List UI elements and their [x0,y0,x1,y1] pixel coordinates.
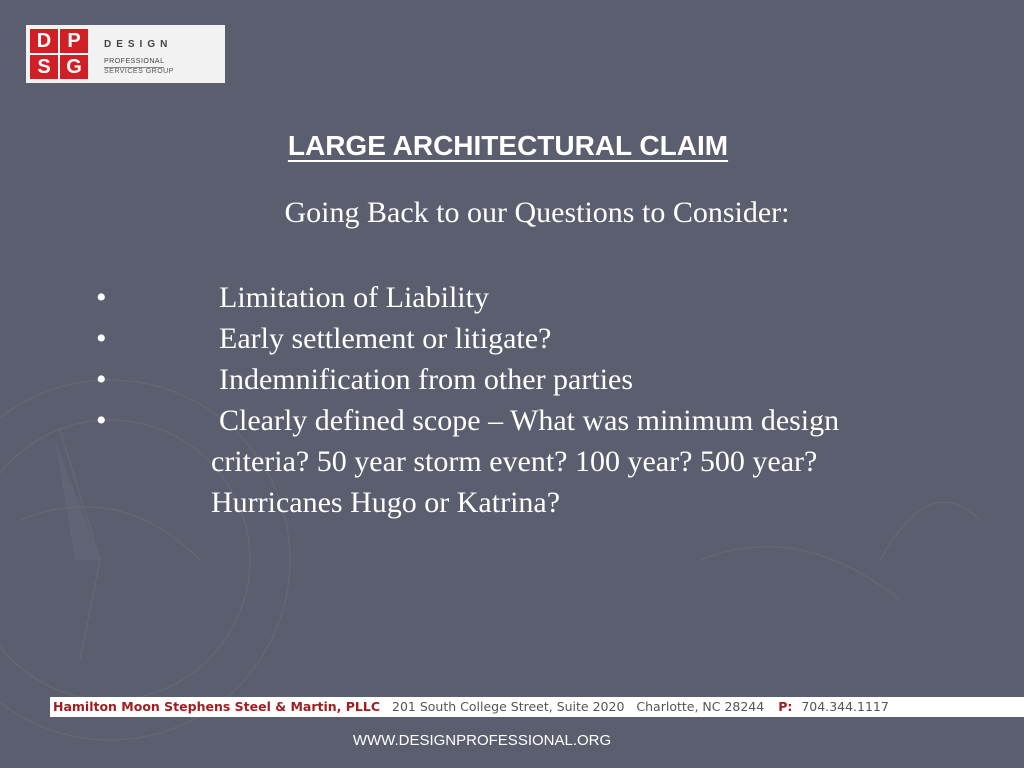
bullet-list [0,279,1024,525]
slide-subtitle: Going Back to our Questions to Consider: [284,196,790,229]
list-item [0,320,1024,361]
logo-letter: P [60,29,88,53]
logo-mark [30,29,88,79]
footer-phone-label: P: [778,699,793,714]
bullet-text: Limitation of Liability [219,281,489,314]
list-item [0,402,1024,525]
list-item [0,279,1024,320]
logo-letter: S [30,55,58,79]
footer-website: WWW.DESIGNPROFESSIONAL.ORG [352,732,612,749]
slide-title: LARGE ARCHITECTURAL CLAIM [287,130,729,161]
logo-letter: G [60,55,88,79]
footer-firm-name: Hamilton Moon Stephens Steel & Martin, PLLC [53,699,381,714]
logo-wordmark [104,39,174,75]
bullet-text: Clearly defined scope – What was minimum design criteria? 50 year storm event? 100 year? 500 year? Hurricanes Hugo or Katrina? [211,404,840,519]
logo-line-design: DESIGN [104,39,173,50]
bullet-marker: • [96,322,107,355]
bullet-text: Early settlement or litigate? [219,322,552,355]
bullet-marker: • [96,404,107,437]
footer-phone: 704.344.1117 [801,699,889,714]
bullet-marker: • [96,363,107,396]
logo-line-services: SERVICES GROUP [104,67,174,75]
logo-letter: D [30,29,58,53]
bullet-text: Indemnification from other parties [219,363,634,396]
logo-line-professional: PROFESSIONAL [104,58,164,68]
list-item [0,361,1024,402]
footer-address: 201 South College Street, Suite 2020 [392,699,625,714]
bullet-marker: • [96,281,107,314]
footer-contact-bar [50,697,1024,717]
footer-city: Charlotte, NC 28244 [636,699,765,714]
dpsg-logo [26,25,225,83]
